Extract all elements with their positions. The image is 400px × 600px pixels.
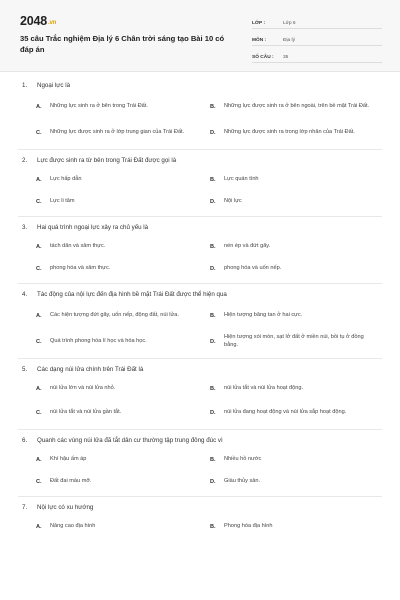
question-divider — [18, 216, 382, 217]
option-text: Lực li tâm — [50, 198, 75, 205]
question-label: Ngoại lực là — [37, 82, 71, 89]
option-c[interactable] — [18, 265, 200, 273]
option-c[interactable] — [18, 129, 200, 137]
question-text — [18, 361, 382, 378]
option-text: Giàu thủy sản. — [224, 478, 261, 485]
question-text — [18, 219, 382, 236]
question-7 — [0, 499, 400, 538]
option-letter: C. — [36, 266, 42, 272]
option-letter: D. — [210, 339, 216, 345]
option-c[interactable] — [18, 338, 200, 346]
question-divider — [18, 429, 382, 430]
question-divider — [18, 283, 382, 284]
option-a[interactable] — [18, 103, 200, 111]
option-text: Phong hóa địa hình — [224, 523, 273, 530]
option-letter: C. — [36, 479, 42, 485]
option-a[interactable] — [18, 385, 200, 393]
option-letter: B. — [210, 244, 216, 250]
option-letter: D. — [210, 266, 216, 272]
question-text — [18, 77, 382, 94]
question-6 — [0, 432, 400, 493]
option-c[interactable] — [18, 409, 200, 417]
option-text: phong hóa và xâm thực. — [50, 265, 111, 272]
option-text: Đất đai màu mỡ. — [50, 478, 92, 485]
meta-label: LỚP : — [252, 20, 266, 26]
meta-grade — [252, 13, 382, 29]
option-text: Nâng cao địa hình — [50, 523, 96, 530]
option-text: Hiện tượng xói mòn, sạt lở đất ở miền núi, bồi tụ ở đồng bằng. — [224, 334, 364, 348]
question-1 — [0, 77, 400, 146]
question-label: Nội lực có xu hướng — [37, 504, 94, 511]
document-meta — [252, 13, 382, 64]
option-b[interactable] — [200, 243, 382, 251]
option-letter: A. — [36, 457, 42, 463]
question-4 — [0, 286, 400, 355]
document-header — [0, 0, 400, 72]
option-letter: B. — [210, 104, 216, 110]
option-row — [18, 329, 382, 355]
option-text: Nội lực — [224, 198, 242, 205]
option-b[interactable] — [200, 523, 382, 531]
site-logo[interactable] — [20, 14, 56, 28]
option-text: Hiện tượng băng tan ở hai cực. — [224, 312, 303, 319]
option-a[interactable] — [18, 243, 200, 251]
option-d[interactable] — [200, 478, 382, 486]
question-label: Hai quá trình ngoại lực xảy ra chủ yếu là — [37, 224, 149, 231]
option-text: núi lửa đang hoạt động và núi lửa sắp hoạt động. — [224, 409, 347, 416]
option-a[interactable] — [18, 176, 200, 184]
question-3 — [0, 219, 400, 280]
meta-value: 35 — [283, 54, 289, 60]
question-label: Quanh các vùng núi lửa đã tắt dân cư thường tập trung đông đúc vì — [37, 437, 223, 444]
question-number: 5. — [22, 366, 28, 373]
option-text: Các hiện tượng đứt gãy, uốn nếp, động đất, núi lửa. — [50, 312, 179, 319]
option-letter: D. — [210, 130, 216, 136]
option-letter: A. — [36, 177, 42, 183]
option-row — [18, 191, 382, 213]
option-letter: C. — [36, 339, 42, 345]
question-number: 3. — [22, 224, 28, 231]
option-row — [18, 516, 382, 538]
option-a[interactable] — [18, 456, 200, 464]
meta-value: Địa lý — [283, 37, 295, 43]
question-number: 7. — [22, 504, 28, 511]
question-label: Lực được sinh ra từ bên trong Trái Đất được gọi là — [37, 157, 177, 164]
logo-suffix: .vn — [48, 20, 57, 26]
option-row — [18, 94, 382, 120]
option-letter: C. — [36, 130, 42, 136]
option-text: núi lửa lớn và núi lửa nhỏ. — [50, 385, 116, 392]
option-letter: A. — [36, 244, 42, 250]
option-row — [18, 449, 382, 471]
option-letter: B. — [210, 177, 216, 183]
option-letter: C. — [36, 410, 42, 416]
question-number: 1. — [22, 82, 28, 89]
option-text: Lực quán tính — [224, 176, 259, 183]
meta-subject — [252, 30, 382, 46]
option-text: núi lửa tắt và núi lửa gần tắt. — [50, 409, 122, 416]
question-divider — [18, 358, 382, 359]
option-row — [18, 120, 382, 146]
option-text: Quá trình phong hóa lí học và hóa học. — [50, 338, 147, 345]
option-text: Những lực được sinh ra ở lớp trung gian của Trái Đất. — [50, 129, 185, 136]
option-letter: D. — [210, 199, 216, 205]
option-row — [18, 236, 382, 258]
option-letter: A. — [36, 386, 42, 392]
option-text: Những lực sinh ra ở bên trong Trái Đất. — [50, 103, 148, 110]
question-2 — [0, 152, 400, 213]
option-b[interactable] — [200, 103, 382, 111]
question-list — [0, 76, 400, 538]
meta-label: SỐ CÂU : — [252, 54, 274, 60]
meta-label: MÔN : — [252, 37, 267, 43]
option-c[interactable] — [18, 198, 200, 206]
question-5 — [0, 361, 400, 426]
option-text: Lực hấp dẫn — [50, 176, 82, 183]
option-d[interactable] — [200, 265, 382, 273]
question-divider — [18, 149, 382, 150]
question-text — [18, 499, 382, 516]
option-b[interactable] — [200, 385, 382, 393]
option-d[interactable] — [200, 334, 382, 349]
option-letter: D. — [210, 410, 216, 416]
option-b[interactable] — [200, 176, 382, 184]
logo-text: 2048 — [20, 14, 48, 28]
question-number: 4. — [22, 291, 28, 298]
option-letter: B. — [210, 524, 216, 530]
option-text: nén ép và đứt gãy. — [224, 243, 271, 250]
option-text: phong hóa và uốn nếp. — [224, 265, 282, 272]
option-letter: B. — [210, 313, 216, 319]
meta-value: Lớp 6 — [283, 20, 296, 26]
option-text: núi lửa tắt và núi lửa hoạt động. — [224, 385, 304, 392]
option-row — [18, 169, 382, 191]
option-d[interactable] — [200, 409, 382, 417]
question-number: 2. — [22, 157, 28, 164]
question-text — [18, 152, 382, 169]
question-label: Tác động của nội lực đến địa hình bề mặt Trái Đất được thể hiện qua — [37, 291, 227, 298]
option-letter: B. — [210, 386, 216, 392]
option-row — [18, 303, 382, 329]
option-letter: B. — [210, 457, 216, 463]
option-letter: A. — [36, 104, 42, 110]
option-row — [18, 471, 382, 493]
question-number: 6. — [22, 437, 28, 444]
question-text — [18, 286, 382, 303]
option-text: Nhiều hồ nước — [224, 456, 262, 463]
option-row — [18, 378, 382, 400]
option-letter: A. — [36, 313, 42, 319]
option-d[interactable] — [200, 129, 382, 137]
option-text: Những lực được sinh ra ở bên ngoài, trên bề mặt Trái Đất. — [224, 103, 370, 110]
option-a[interactable] — [18, 312, 200, 320]
document-title: 35 câu Trắc nghiệm Địa lý 6 Chân trời sáng tạo Bài 10 có đáp án — [20, 34, 225, 54]
option-row — [18, 258, 382, 280]
option-letter: C. — [36, 199, 42, 205]
question-divider — [18, 496, 382, 497]
option-letter: A. — [36, 524, 42, 530]
meta-count — [252, 47, 382, 63]
option-letter: D. — [210, 479, 216, 485]
option-text: Khí hậu ấm áp — [50, 456, 87, 463]
option-b[interactable] — [200, 456, 382, 464]
option-text: tách dãn và xâm thực. — [50, 243, 106, 250]
question-text — [18, 432, 382, 449]
option-d[interactable] — [200, 198, 382, 206]
option-a[interactable] — [18, 523, 200, 531]
option-b[interactable] — [200, 312, 382, 320]
option-c[interactable] — [18, 478, 200, 486]
option-text: Những lực được sinh ra trong lớp nhân của Trái Đất. — [224, 129, 355, 136]
option-row — [18, 400, 382, 426]
question-label: Các dạng núi lửa chính trên Trái Đất là — [37, 366, 144, 373]
